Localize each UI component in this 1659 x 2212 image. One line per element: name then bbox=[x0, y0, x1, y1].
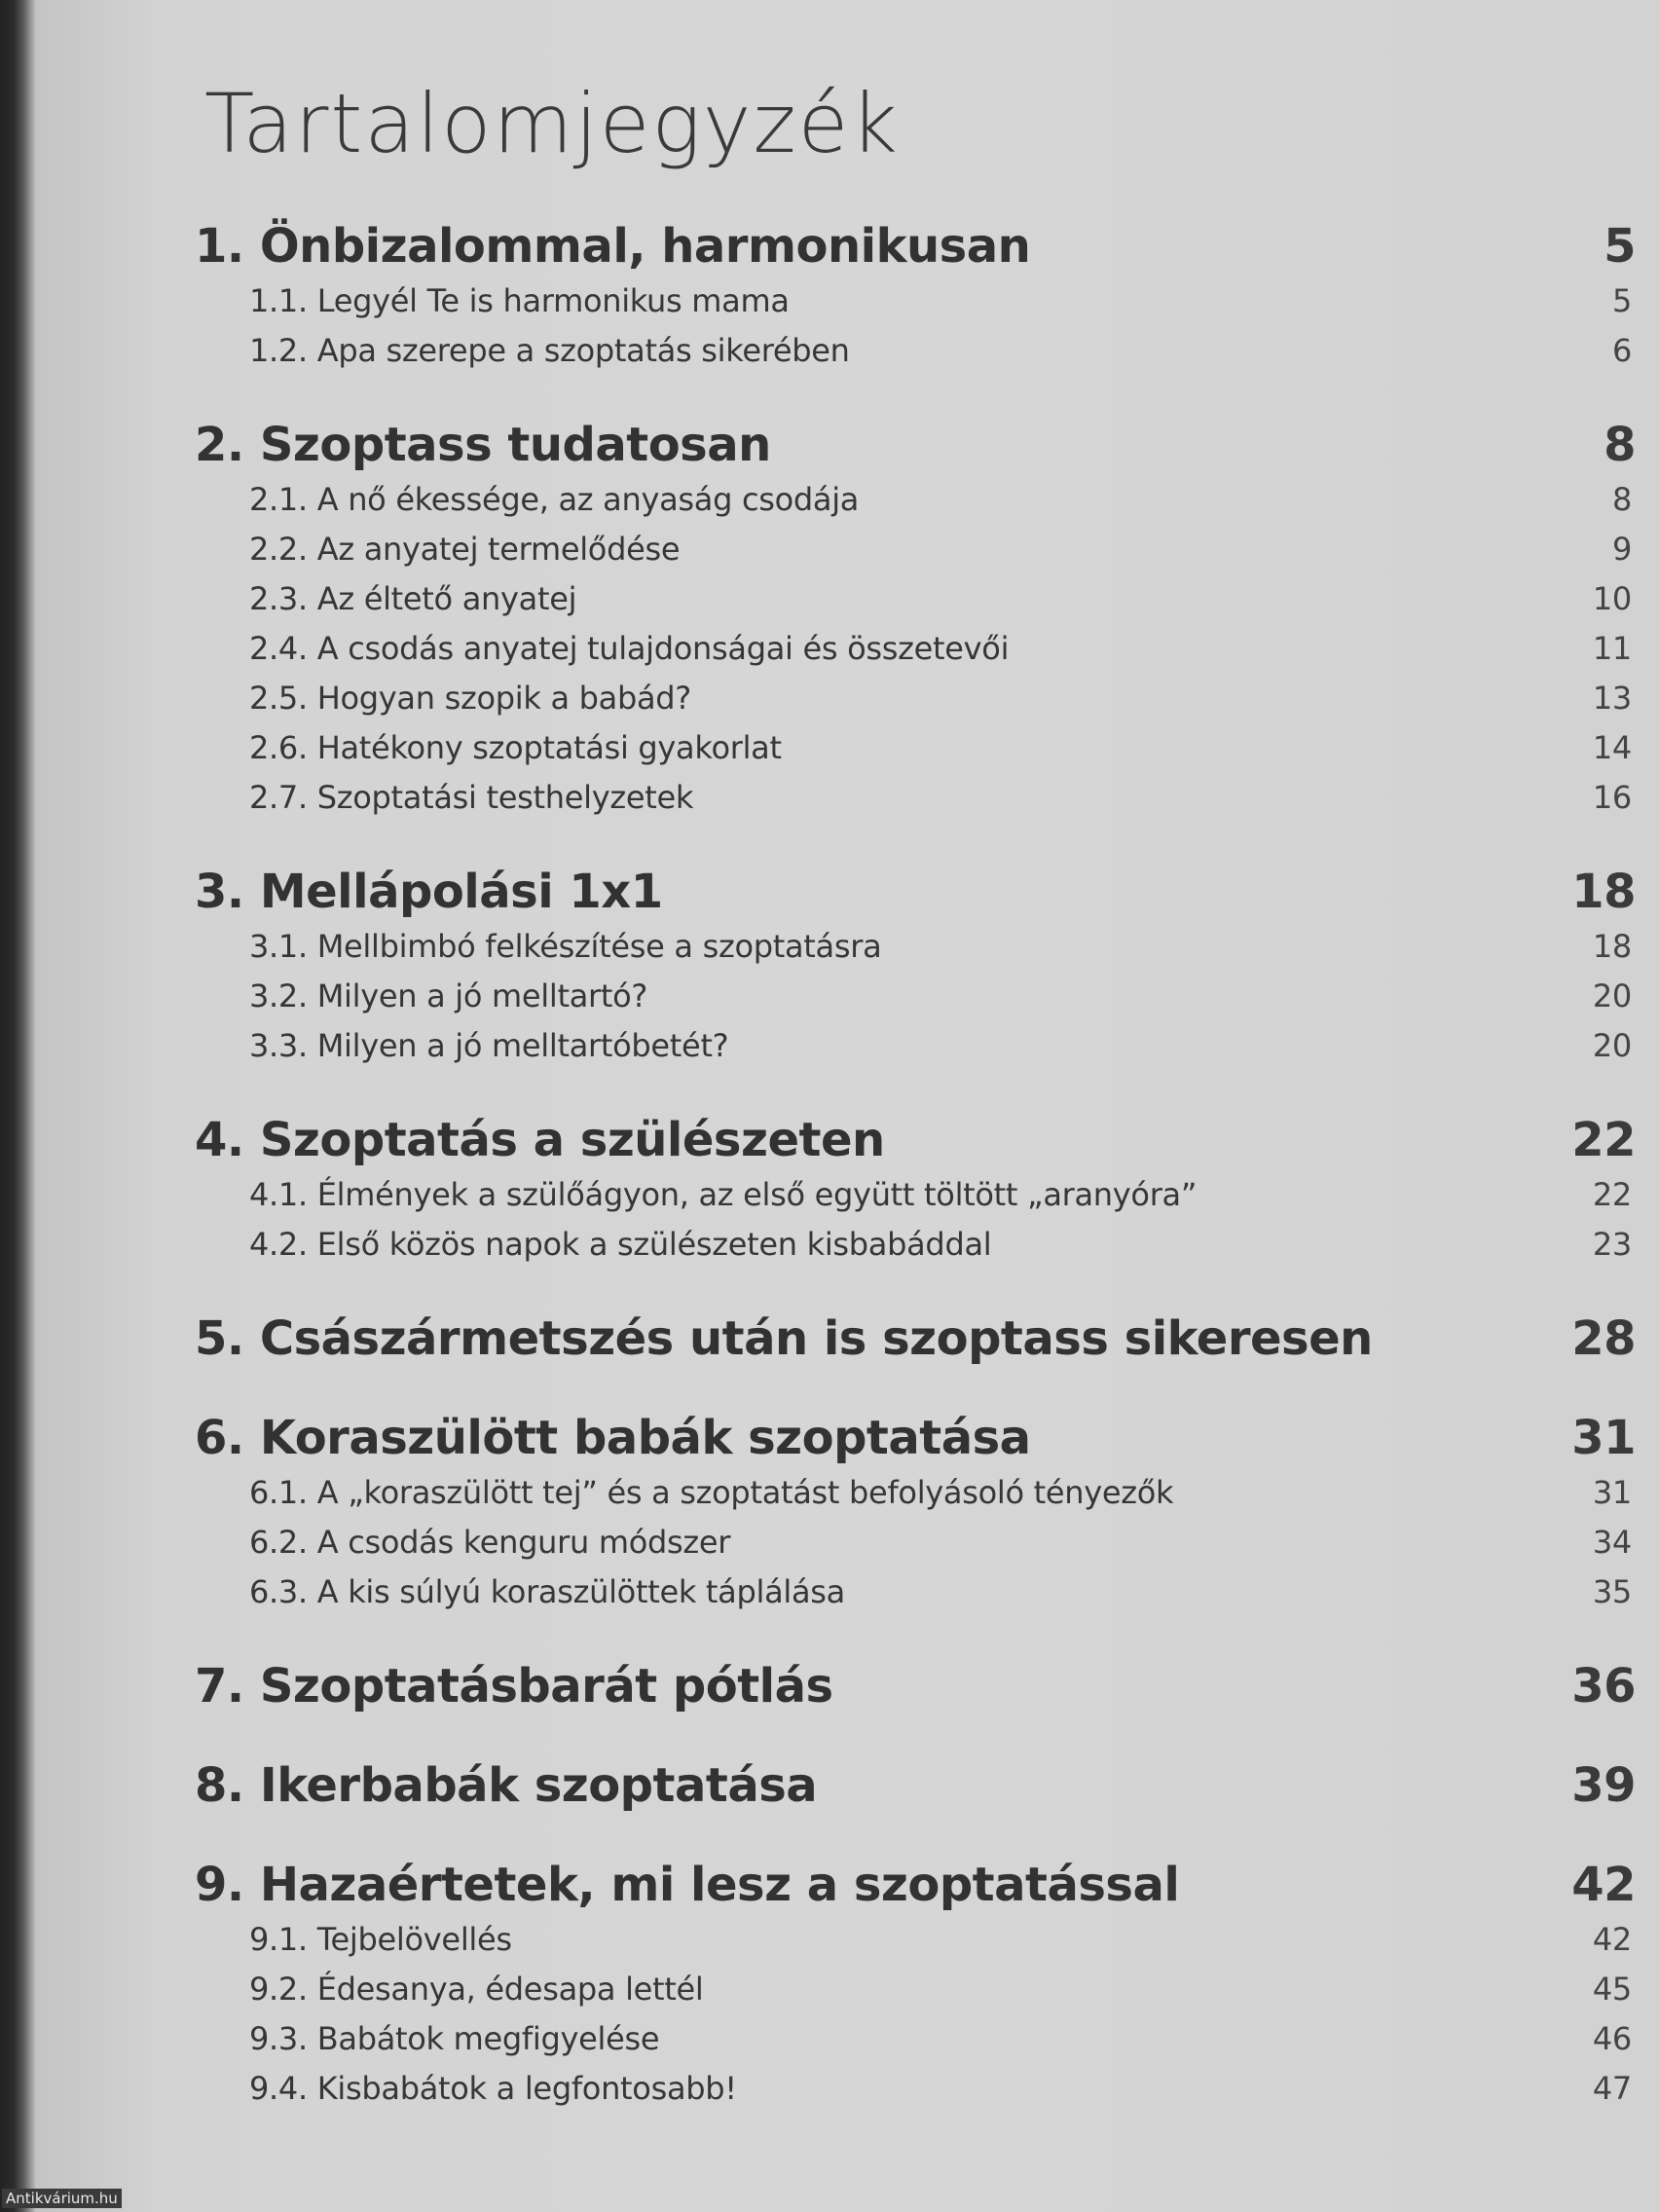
toc-section bbox=[249, 276, 1645, 326]
chapter-title: 6. Koraszülött babák szoptatása bbox=[195, 1411, 1031, 1465]
chapter-page-number: 5 bbox=[1604, 219, 1636, 274]
chapter-title: 8. Ikerbabák szoptatása bbox=[195, 1758, 818, 1813]
chapter-page-number: 36 bbox=[1571, 1659, 1636, 1714]
toc-chapter-8 bbox=[195, 1755, 1645, 1816]
section-list bbox=[195, 922, 1645, 1071]
section-title: 3.3. Milyen a jó melltartóbetét? bbox=[249, 1027, 729, 1064]
chapter-title: 3. Mellápolási 1x1 bbox=[195, 865, 663, 919]
chapter-row bbox=[195, 1755, 1645, 1816]
spacer bbox=[195, 823, 1645, 862]
chapter-page-number: 18 bbox=[1571, 865, 1636, 919]
spacer bbox=[195, 1816, 1645, 1855]
section-title: 4.2. Első közös napok a szülészeten kisbabáddal bbox=[249, 1226, 992, 1263]
toc-chapter-7 bbox=[195, 1656, 1645, 1716]
toc-section bbox=[249, 525, 1645, 574]
spacer bbox=[195, 376, 1645, 415]
toc-section bbox=[249, 1170, 1645, 1220]
chapter-page-number: 8 bbox=[1604, 418, 1636, 472]
section-title: 9.1. Tejbelövellés bbox=[249, 1921, 512, 1958]
section-page-number: 5 bbox=[1611, 282, 1632, 319]
toc-section bbox=[249, 922, 1645, 972]
toc-section bbox=[249, 1021, 1645, 1071]
toc-section bbox=[249, 674, 1645, 723]
toc-chapter-3 bbox=[195, 862, 1645, 1071]
section-title: 2.4. A csodás anyatej tulajdonságai és összetevői bbox=[249, 630, 1010, 667]
toc-section bbox=[249, 475, 1645, 525]
section-page-number: 45 bbox=[1592, 1971, 1632, 2008]
toc-section bbox=[249, 1518, 1645, 1567]
section-page-number: 10 bbox=[1592, 580, 1632, 617]
section-page-number: 46 bbox=[1592, 2020, 1632, 2057]
section-page-number: 20 bbox=[1592, 1027, 1632, 1064]
spacer bbox=[195, 1716, 1645, 1755]
section-title: 9.2. Édesanya, édesapa lettél bbox=[249, 1971, 704, 2008]
page-title: Tartalomjegyzék bbox=[204, 76, 900, 171]
section-page-number: 18 bbox=[1592, 928, 1632, 965]
section-title: 1.2. Apa szerepe a szoptatás sikerében bbox=[249, 332, 850, 369]
section-page-number: 14 bbox=[1592, 729, 1632, 766]
section-title: 2.5. Hogyan szopik a babád? bbox=[249, 680, 691, 717]
section-page-number: 47 bbox=[1592, 2070, 1632, 2107]
toc-section bbox=[249, 1468, 1645, 1518]
toc-section bbox=[249, 1965, 1645, 2014]
toc-chapter-9 bbox=[195, 1855, 1645, 2114]
chapter-title: 5. Császármetszés után is szoptass sikeresen bbox=[195, 1311, 1373, 1366]
section-page-number: 6 bbox=[1611, 332, 1632, 369]
section-page-number: 42 bbox=[1592, 1921, 1632, 1958]
spacer bbox=[195, 1270, 1645, 1309]
chapter-page-number: 31 bbox=[1571, 1411, 1636, 1465]
chapter-title: 4. Szoptatás a szülészeten bbox=[195, 1113, 885, 1167]
toc-chapter-1 bbox=[195, 216, 1645, 376]
section-page-number: 34 bbox=[1592, 1524, 1632, 1561]
section-title: 3.1. Mellbimbó felkészítése a szoptatásra bbox=[249, 928, 882, 965]
section-page-number: 35 bbox=[1592, 1573, 1632, 1610]
toc-section bbox=[249, 574, 1645, 624]
section-page-number: 11 bbox=[1592, 630, 1632, 667]
chapter-row bbox=[195, 1408, 1645, 1468]
chapter-page-number: 39 bbox=[1571, 1758, 1636, 1813]
chapter-row bbox=[195, 1855, 1645, 1915]
section-list bbox=[195, 475, 1645, 823]
chapter-title: 7. Szoptatásbarát pótlás bbox=[195, 1659, 833, 1714]
section-list bbox=[195, 1170, 1645, 1270]
section-title: 2.2. Az anyatej termelődése bbox=[249, 531, 681, 568]
chapter-row bbox=[195, 1309, 1645, 1369]
section-title: 2.6. Hatékony szoptatási gyakorlat bbox=[249, 729, 782, 766]
chapter-row bbox=[195, 415, 1645, 475]
watermark-text: Antikvárium.hu bbox=[2, 2189, 122, 2208]
chapter-row bbox=[195, 216, 1645, 276]
spacer bbox=[195, 1617, 1645, 1656]
section-page-number: 9 bbox=[1611, 531, 1632, 568]
section-title: 2.7. Szoptatási testhelyzetek bbox=[249, 779, 694, 816]
section-list bbox=[195, 276, 1645, 376]
section-list bbox=[195, 1468, 1645, 1617]
chapter-row bbox=[195, 1110, 1645, 1170]
toc-section bbox=[249, 773, 1645, 823]
chapter-title: 1. Önbizalommal, harmonikusan bbox=[195, 219, 1031, 274]
section-title: 2.1. A nő ékessége, az anyaság csodája bbox=[249, 481, 860, 518]
toc-chapter-2 bbox=[195, 415, 1645, 823]
section-title: 4.1. Élmények a szülőágyon, az első együtt töltött „aranyóra” bbox=[249, 1176, 1198, 1213]
section-page-number: 31 bbox=[1592, 1474, 1632, 1511]
section-title: 9.4. Kisbabátok a legfontosabb! bbox=[249, 2070, 737, 2107]
toc-section bbox=[249, 624, 1645, 674]
toc-section bbox=[249, 326, 1645, 376]
chapter-row bbox=[195, 862, 1645, 922]
section-page-number: 13 bbox=[1592, 680, 1632, 717]
section-title: 2.3. Az éltető anyatej bbox=[249, 580, 577, 617]
section-title: 6.1. A „koraszülött tej” és a szoptatást befolyásoló tényezők bbox=[249, 1474, 1174, 1511]
section-page-number: 8 bbox=[1611, 481, 1632, 518]
book-page bbox=[35, 0, 1659, 2212]
toc-chapter-5 bbox=[195, 1309, 1645, 1369]
section-title: 6.2. A csodás kenguru módszer bbox=[249, 1524, 731, 1561]
section-list bbox=[195, 1915, 1645, 2114]
section-title: 1.1. Legyél Te is harmonikus mama bbox=[249, 282, 790, 319]
toc-section bbox=[249, 972, 1645, 1021]
section-title: 3.2. Milyen a jó melltartó? bbox=[249, 977, 648, 1014]
toc-section bbox=[249, 2014, 1645, 2064]
toc-section bbox=[249, 1220, 1645, 1270]
section-title: 6.3. A kis súlyú koraszülöttek táplálása bbox=[249, 1573, 845, 1610]
chapter-page-number: 28 bbox=[1571, 1311, 1636, 1366]
chapter-row bbox=[195, 1656, 1645, 1716]
toc-section bbox=[249, 1567, 1645, 1617]
toc-section bbox=[249, 2064, 1645, 2114]
spacer bbox=[195, 1369, 1645, 1408]
table-of-contents bbox=[195, 216, 1645, 2114]
section-title: 9.3. Babátok megfigyelése bbox=[249, 2020, 660, 2057]
section-page-number: 22 bbox=[1592, 1176, 1632, 1213]
section-page-number: 20 bbox=[1592, 977, 1632, 1014]
toc-section bbox=[249, 1915, 1645, 1965]
book-spine-shadow bbox=[0, 0, 37, 2212]
spacer bbox=[195, 1071, 1645, 1110]
chapter-title: 2. Szoptass tudatosan bbox=[195, 418, 771, 472]
chapter-title: 9. Hazaértetek, mi lesz a szoptatással bbox=[195, 1858, 1180, 1912]
section-page-number: 23 bbox=[1592, 1226, 1632, 1263]
toc-section bbox=[249, 723, 1645, 773]
chapter-page-number: 42 bbox=[1571, 1858, 1636, 1912]
chapter-page-number: 22 bbox=[1571, 1113, 1636, 1167]
toc-chapter-4 bbox=[195, 1110, 1645, 1270]
section-page-number: 16 bbox=[1592, 779, 1632, 816]
toc-chapter-6 bbox=[195, 1408, 1645, 1617]
